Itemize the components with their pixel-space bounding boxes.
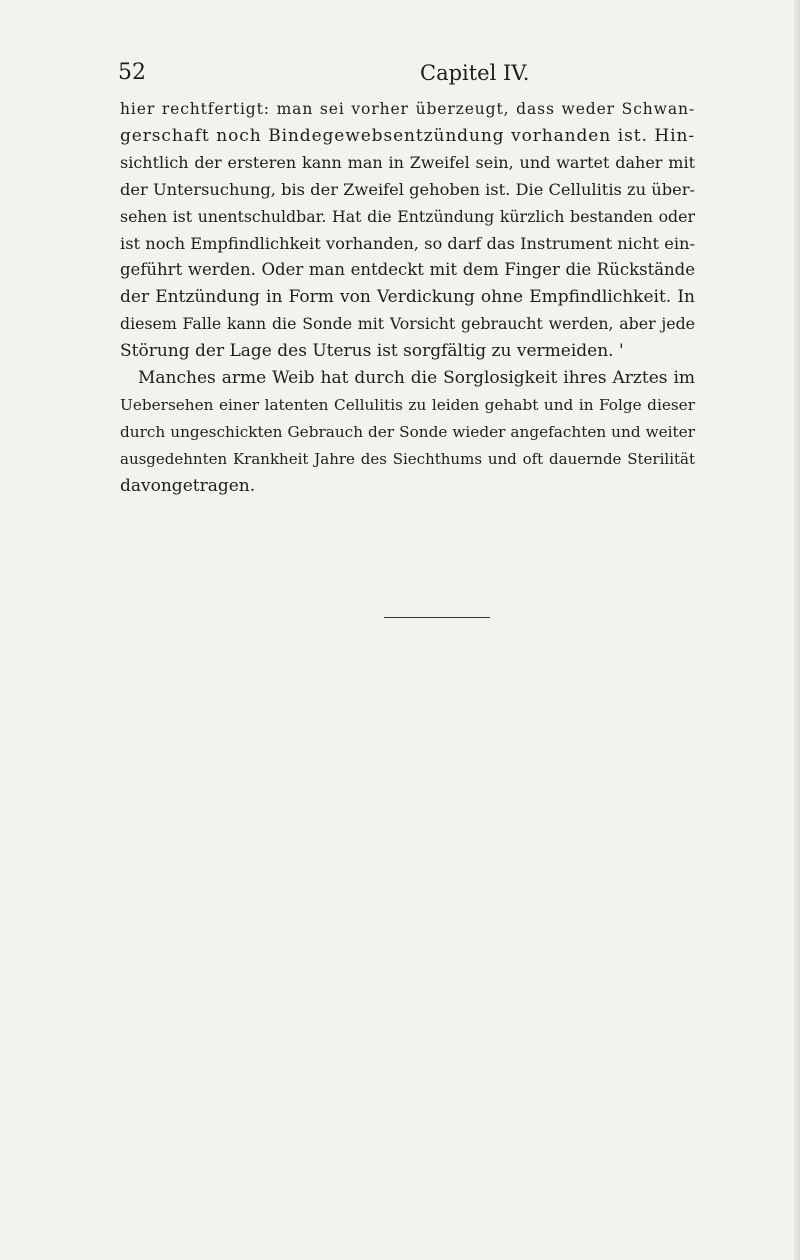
body-text (120, 96, 695, 500)
page-edge (794, 0, 800, 1260)
section-end-rule (384, 617, 490, 618)
paragraph (120, 96, 695, 365)
text-line: sichtlich der ersteren kann man in Zweifel sein, und wartet daher mit (120, 152, 695, 172)
text-line: der Untersuchung, bis der Zweifel gehoben ist. Die Cellulitis zu über- (120, 179, 695, 199)
text-line: davongetragen. (120, 475, 256, 496)
text-line: sehen ist unentschuldbar. Hat die Entzündung kürzlich bestanden oder (120, 206, 695, 226)
text-line: Manches arme Weib hat durch die Sorglosigkeit ihres Arztes im (138, 368, 695, 389)
text-line: ist noch Empfindlichkeit vorhanden, so darf das Instrument nicht ein- (120, 233, 695, 253)
paragraph (120, 365, 695, 500)
text-line: diesem Falle kann die Sonde mit Vorsicht gebraucht werden, aber jede (120, 314, 695, 334)
text-line: durch ungeschickten Gebrauch der Sonde wieder angefachten und weiter (120, 422, 695, 441)
text-line: geführt werden. Oder man entdeckt mit dem Finger die Rückstände (120, 260, 695, 280)
running-head: Capitel IV. (420, 61, 530, 85)
text-line: der Entzündung in Form von Verdickung ohne Empfindlichkeit. In (120, 287, 695, 308)
text-line: hier rechtfertigt: man sei vorher überzeugt, dass weder Schwan- (120, 100, 695, 118)
text-line: Störung der Lage des Uterus ist sorgfältig zu vermeiden. ' (120, 341, 624, 362)
text-line: Uebersehen einer latenten Cellulitis zu leiden gehabt und in Folge dieser (120, 395, 695, 414)
text-line: ausgedehnten Krankheit Jahre des Siechthums und oft dauernde Sterilität (120, 449, 695, 468)
text-line: gerschaft noch Bindegewebsentzündung vorhanden ist. Hin- (120, 125, 695, 146)
page-number: 52 (118, 60, 146, 85)
